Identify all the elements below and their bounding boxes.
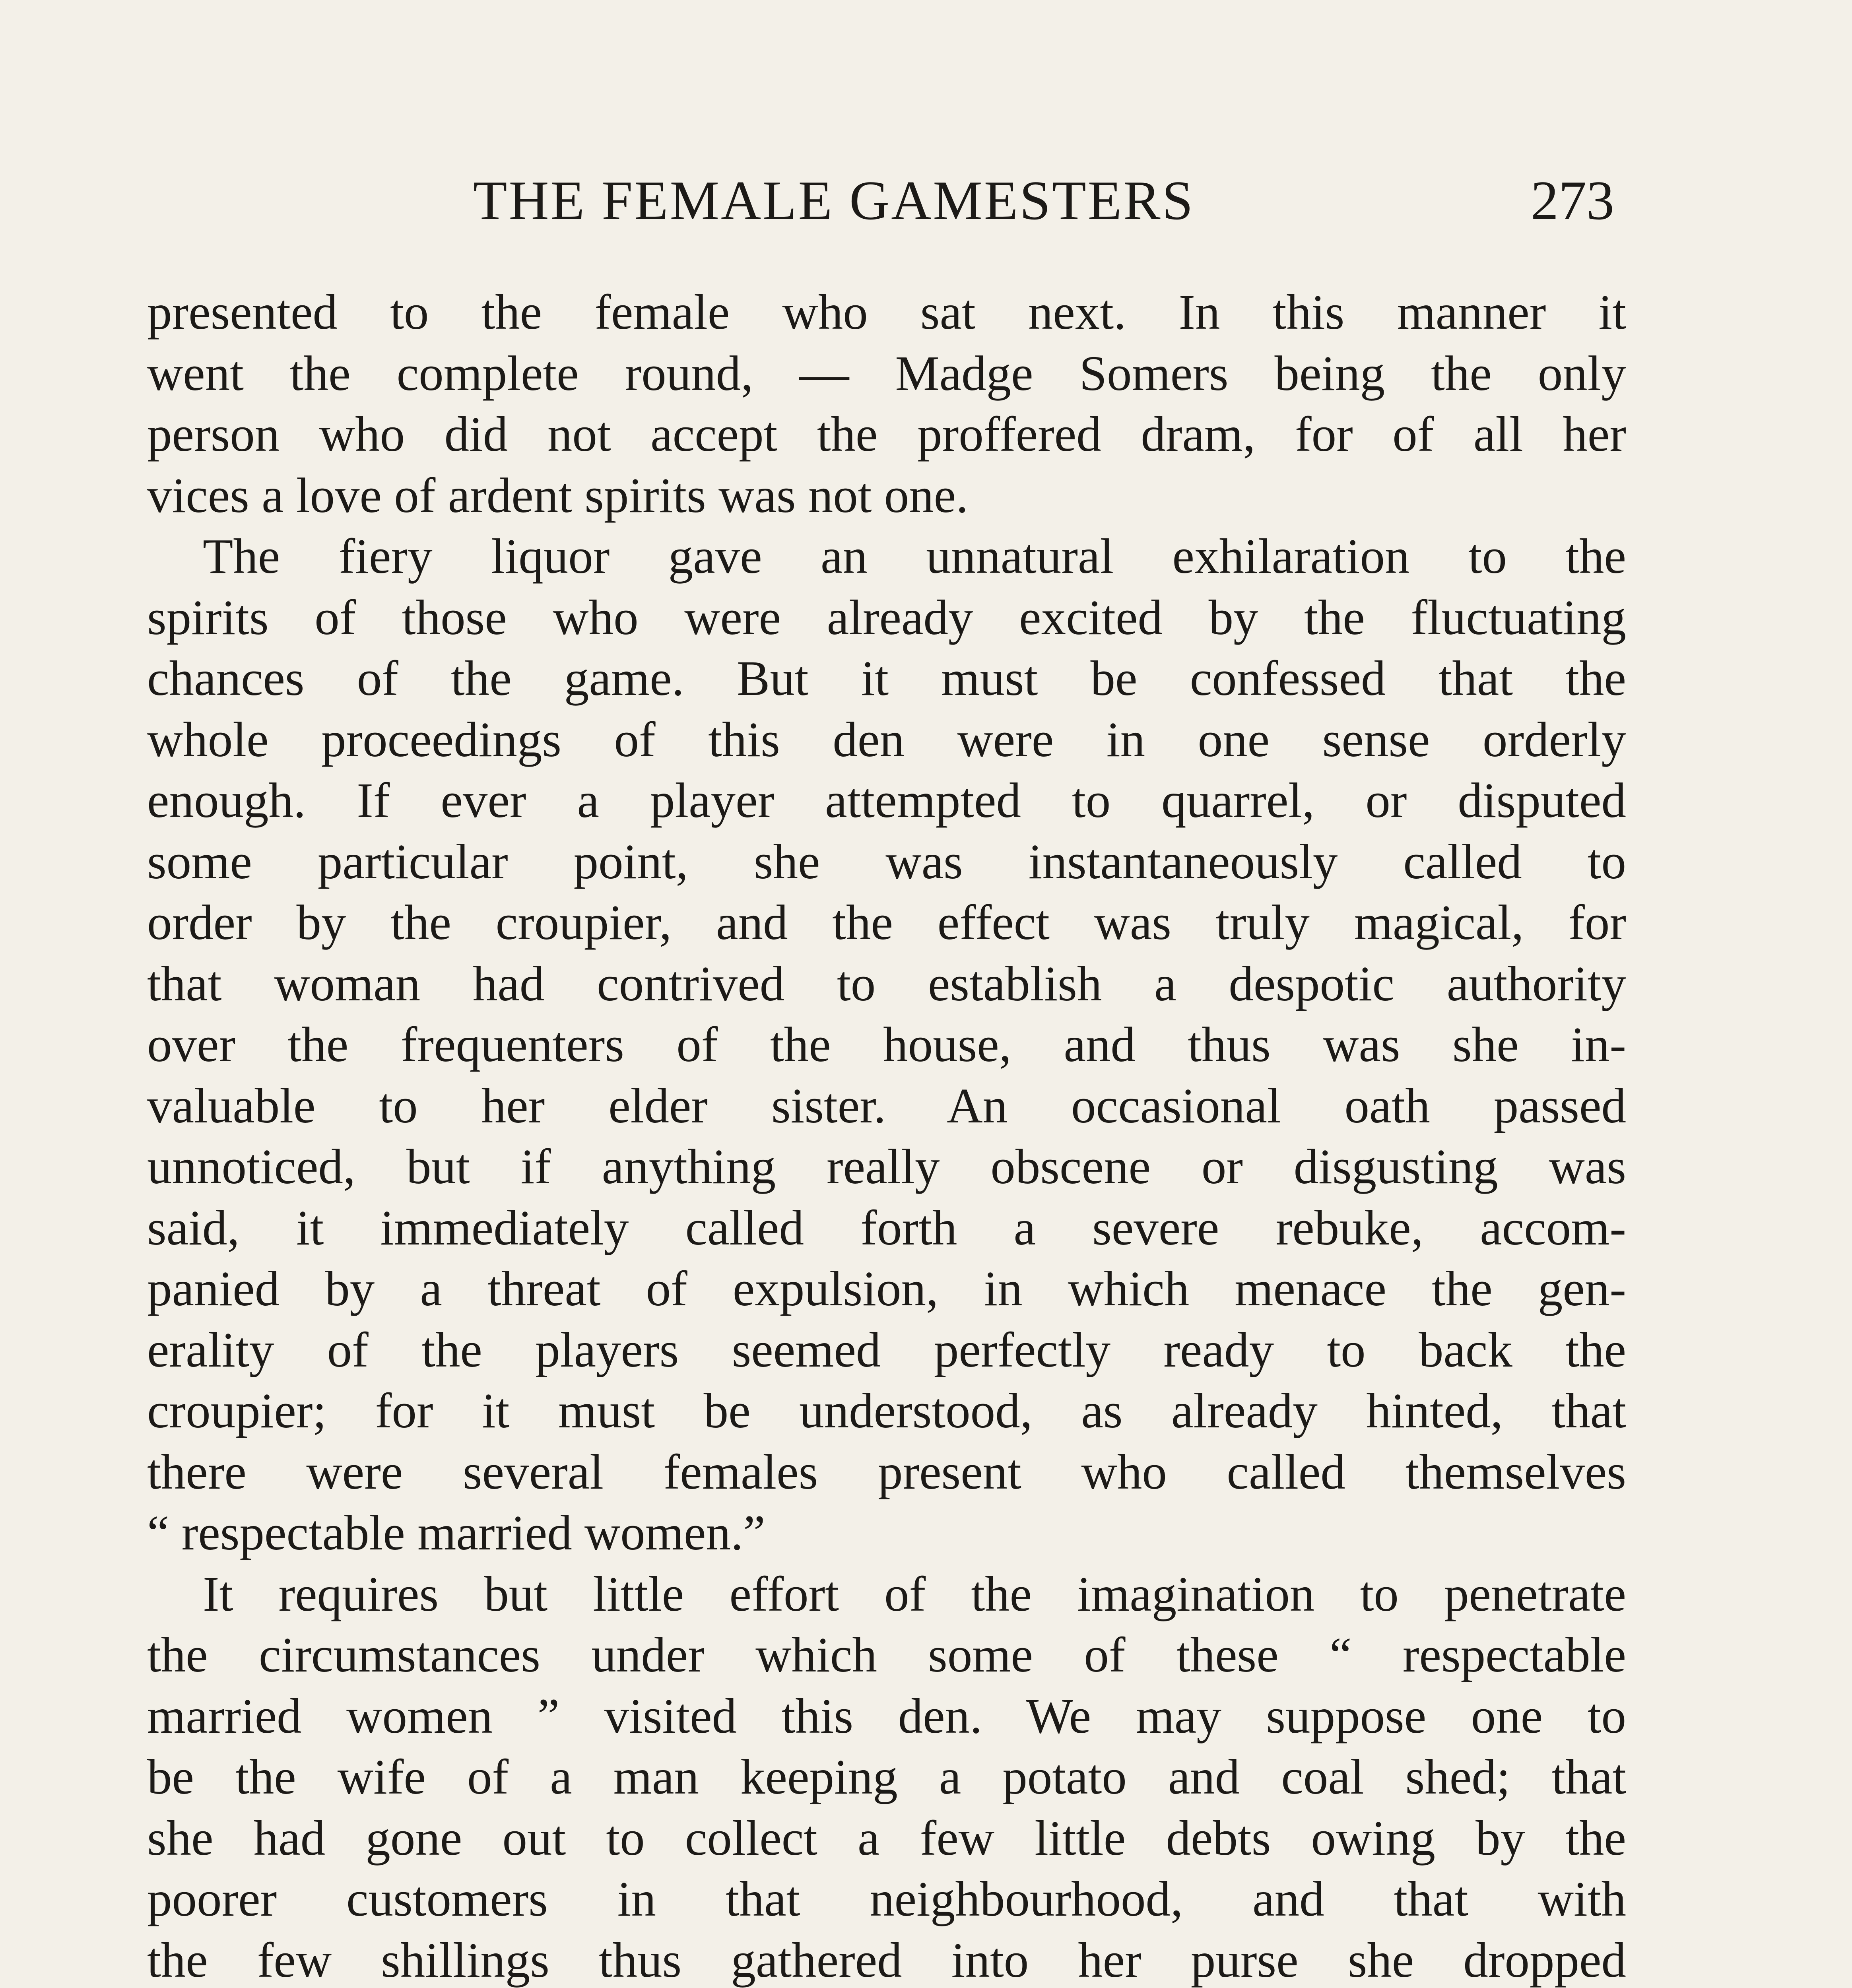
text-line: there were several females present who called themselves (147, 1444, 1626, 1500)
text-line: chances of the game. But it must be confessed that the (147, 651, 1626, 706)
text-line: some particular point, she was instantaneously called to (147, 834, 1626, 889)
text-line: unnoticed, but if anything really obscene or disgusting was (147, 1140, 1626, 1194)
text-line: over the frequenters of the house, and thus was she in- (147, 1017, 1626, 1072)
text-line: presented to the female who sat next. In this manner it (147, 285, 1626, 340)
text-line: the few shillings thus gathered into her purse she dropped (147, 1933, 1626, 1988)
text-line: went the complete round, — Madge Somers being the only (147, 346, 1626, 401)
text-line: The fiery liquor gave an unnatural exhilaration to the (203, 529, 1626, 584)
text-line: person who did not accept the proffered dram, for of all her (147, 407, 1626, 462)
text-line: It requires but little effort of the imagination to penetrate (203, 1567, 1626, 1622)
text-line: enough. If ever a player attempted to quarrel, or disputed (147, 773, 1626, 828)
text-line: whole proceedings of this den were in one sense orderly (147, 712, 1626, 767)
text-line: “ respectable married women.” (147, 1506, 765, 1561)
text-line: valuable to her elder sister. An occasional oath passed (147, 1078, 1626, 1134)
text-line: be the wife of a man keeping a potato and coal shed; that (147, 1750, 1626, 1805)
body-text (147, 282, 1626, 1988)
text-line: panied by a threat of expulsion, in which menace the gen- (147, 1262, 1626, 1316)
page-header (147, 161, 1626, 241)
text-line: poorer customers in that neighbourhood, and that with (147, 1872, 1626, 1927)
text-line: spirits of those who were already excited by the fluctuating (147, 590, 1626, 645)
text-line: said, it immediately called forth a severe rebuke, accom- (147, 1200, 1626, 1256)
text-line: she had gone out to collect a few little debts owing by the (147, 1811, 1626, 1866)
text-line: erality of the players seemed perfectly ready to back the (147, 1322, 1626, 1378)
running-title: THE FEMALE GAMESTERS (473, 170, 1195, 231)
text-line: married women ” visited this den. We may suppose one to (147, 1689, 1626, 1744)
text-line: the circumstances under which some of these “ respectable (147, 1628, 1626, 1683)
text-line: order by the croupier, and the effect was truly magical, for (147, 895, 1626, 950)
text-line: croupier; for it must be understood, as already hinted, that (147, 1384, 1626, 1439)
page-number: 273 (1531, 170, 1614, 231)
text-line: that woman had contrived to establish a despotic authority (147, 956, 1626, 1011)
text-line: vices a love of ardent spirits was not one. (147, 468, 969, 523)
